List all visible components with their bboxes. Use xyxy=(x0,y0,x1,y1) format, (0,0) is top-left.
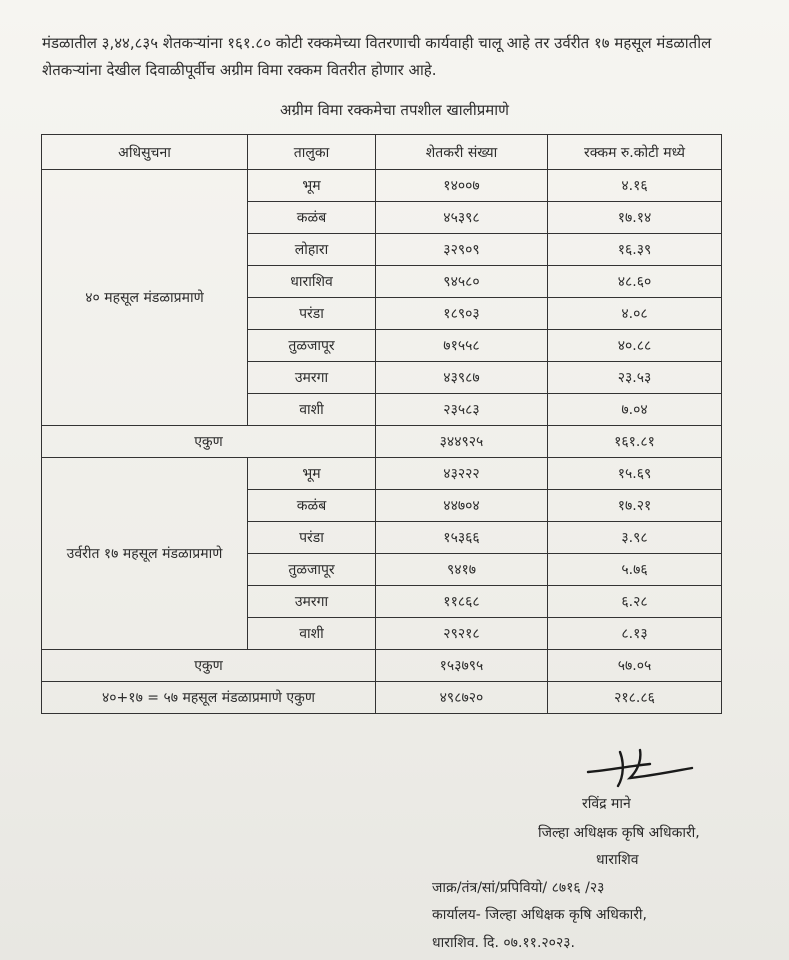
taluka-cell: वाशी xyxy=(248,618,376,650)
total-farmers: १५३७९५ xyxy=(376,650,548,682)
farmer-count-cell: ४४७०४ xyxy=(376,490,548,522)
amount-cell: ५.७६ xyxy=(548,554,722,586)
group2-total-row xyxy=(42,650,722,682)
reference-number: जाक्र/तंत्र/सां/प्रपिवियो/ ८७१६ /२३ xyxy=(432,880,605,896)
table-title: अग्रीम विमा रक्कमेचा तपशील खालीप्रमाणे xyxy=(280,101,509,119)
taluka-cell: तुळजापूर xyxy=(248,554,376,586)
taluka-cell: तुळजापूर xyxy=(248,330,376,362)
farmer-count-cell: ४३२२२ xyxy=(376,458,548,490)
amount-cell: ४८.६० xyxy=(548,266,722,298)
farmer-count-cell: २३५८३ xyxy=(376,394,548,426)
grand-total-amount: २१८.८६ xyxy=(548,682,722,714)
taluka-cell: धाराशिव xyxy=(248,266,376,298)
farmer-count-cell: १८९०३ xyxy=(376,298,548,330)
farmer-count-cell: ७१५५८ xyxy=(376,330,548,362)
amount-cell: ४.१६ xyxy=(548,170,722,202)
farmer-count-cell: ३२९०९ xyxy=(376,234,548,266)
taluka-cell: उमरगा xyxy=(248,362,376,394)
handwritten-signature xyxy=(580,742,700,792)
farmer-count-cell: ४३९८७ xyxy=(376,362,548,394)
grand-total-row xyxy=(42,682,722,714)
amount-cell: ७.०४ xyxy=(548,394,722,426)
amount-cell: ४०.८८ xyxy=(548,330,722,362)
grand-total-label: ४०+१७ = ५७ महसूल मंडळाप्रमाणे एकुण xyxy=(42,682,376,714)
amount-cell: ४.०८ xyxy=(548,298,722,330)
amount-cell: १७.१४ xyxy=(548,202,722,234)
amount-cell: ६.२८ xyxy=(548,586,722,618)
farmer-count-cell: १५३६६ xyxy=(376,522,548,554)
taluka-cell: कळंब xyxy=(248,490,376,522)
taluka-cell: लोहारा xyxy=(248,234,376,266)
office-line: कार्यालय- जिल्हा अधिक्षक कृषि अधिकारी, xyxy=(432,907,648,923)
farmer-count-cell: १४००७ xyxy=(376,170,548,202)
farmer-count-cell: ११८६८ xyxy=(376,586,548,618)
signer-place: धाराशिव xyxy=(596,852,639,868)
farmer-count-cell: ४५३९८ xyxy=(376,202,548,234)
total-farmers: ३४४९२५ xyxy=(376,426,548,458)
total-amount: १६१.८१ xyxy=(548,426,722,458)
intro-paragraph: मंडळातील ३,४४,८३५ शेतकऱ्यांना १६१.८० कोटी रक्कमेच्या वितरणाची कार्यवाही चालू आहे तर उर्वरीत १७ महसूल मंडळातील शेतकऱ्यांना देखील दिवाळीपूर्वीच अग्रीम विमा रक्कम वितरीत होणार आहे. xyxy=(42,34,712,79)
total-amount: ५७.०५ xyxy=(548,650,722,682)
taluka-cell: कळंब xyxy=(248,202,376,234)
taluka-cell: भूम xyxy=(248,458,376,490)
farmer-count-cell: ९४१७ xyxy=(376,554,548,586)
amount-cell: ३.९८ xyxy=(548,522,722,554)
group1-total-row xyxy=(42,426,722,458)
insurance-table xyxy=(41,134,722,714)
signer-title: जिल्हा अधिक्षक कृषि अधिकारी, xyxy=(538,825,700,841)
group2-label: उर्वरीत १७ महसूल मंडळाप्रमाणे xyxy=(42,458,248,650)
amount-cell: २३.५३ xyxy=(548,362,722,394)
taluka-cell: भूम xyxy=(248,170,376,202)
amount-cell: १६.३९ xyxy=(548,234,722,266)
table-row xyxy=(42,458,722,490)
signer-name: रविंद्र माने xyxy=(582,796,631,812)
total-label: एकुण xyxy=(42,426,376,458)
farmer-count-cell: २९२१८ xyxy=(376,618,548,650)
group1-label: ४० महसूल मंडळाप्रमाणे xyxy=(42,170,248,426)
taluka-cell: वाशी xyxy=(248,394,376,426)
header-amount: रक्कम रु.कोटी मध्ये xyxy=(548,135,722,170)
taluka-cell: उमरगा xyxy=(248,586,376,618)
grand-total-farmers: ४९८७२० xyxy=(376,682,548,714)
table-row xyxy=(42,170,722,202)
header-notification: अधिसुचना xyxy=(42,135,248,170)
farmer-count-cell: ९४५८० xyxy=(376,266,548,298)
header-farmer-count: शेतकरी संख्या xyxy=(376,135,548,170)
taluka-cell: परंडा xyxy=(248,522,376,554)
amount-cell: ८.१३ xyxy=(548,618,722,650)
amount-cell: १५.६९ xyxy=(548,458,722,490)
date-line: धाराशिव. दि. ०७.११.२०२३. xyxy=(432,935,575,951)
amount-cell: १७.२१ xyxy=(548,490,722,522)
header-taluka: तालुका xyxy=(248,135,376,170)
taluka-cell: परंडा xyxy=(248,298,376,330)
table-header-row xyxy=(42,135,722,170)
total-label: एकुण xyxy=(42,650,376,682)
